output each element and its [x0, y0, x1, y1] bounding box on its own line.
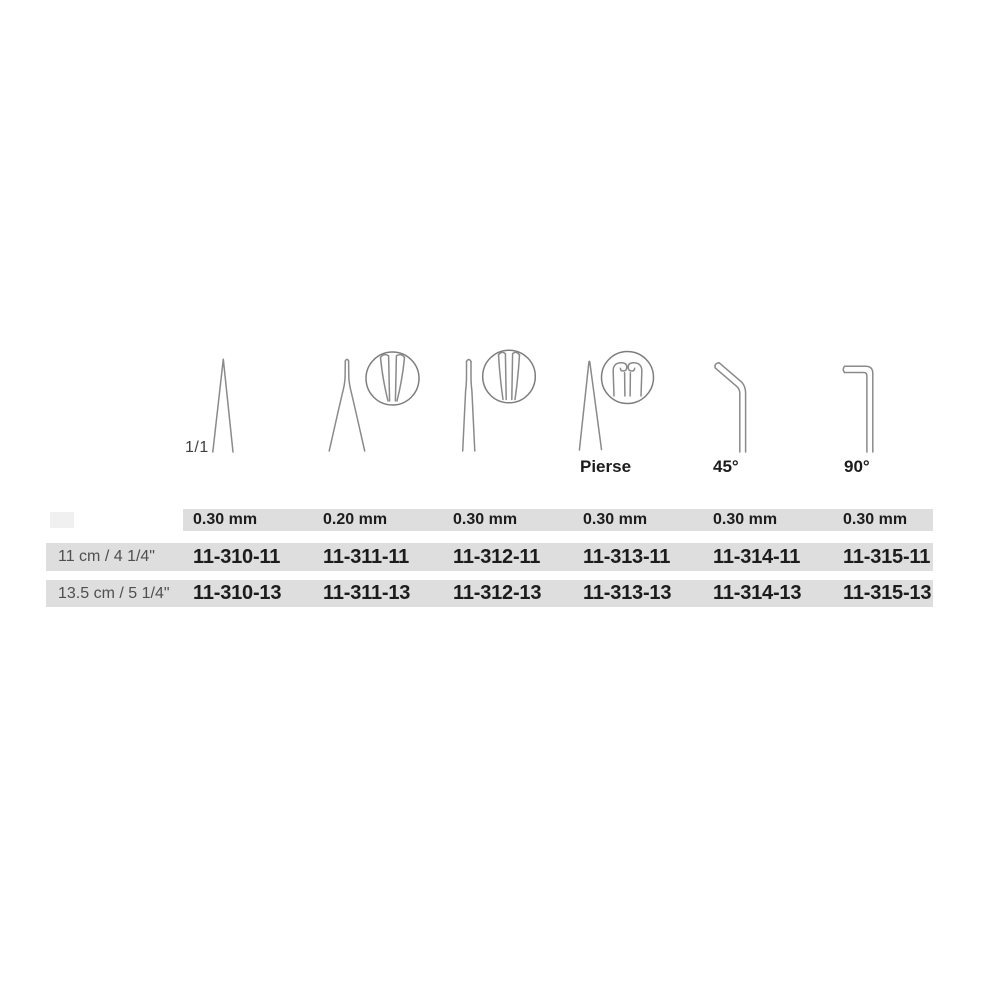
- product-row-13-5cm: [46, 580, 933, 607]
- catalog-number-cell: 11-312-11: [453, 545, 541, 568]
- instrument-45-degree-tip-drawing: [715, 363, 746, 452]
- catalog-number-cell: 11-310-11: [193, 545, 281, 568]
- catalog-number-cell: 11-314-11: [713, 545, 801, 568]
- catalog-number-cell: 11-312-13: [453, 582, 542, 604]
- instrument-illustrations: [170, 345, 900, 460]
- catalog-number-cell: 11-314-13: [713, 582, 802, 604]
- tip-size-cell: 0.20 mm: [323, 511, 388, 528]
- tip-size-cell: 0.30 mm: [193, 511, 258, 528]
- angle-90-label: 90°: [844, 457, 870, 476]
- angle-45-label: 45°: [713, 457, 739, 476]
- scale-label: 1/1: [185, 439, 209, 456]
- pierse-label: Pierse: [580, 457, 632, 476]
- catalog-number-cell: 11-313-11: [583, 545, 671, 568]
- tip-size-header-row: [183, 509, 933, 531]
- magnified-tip-detail-2: [483, 350, 536, 403]
- catalog-number-cell: 11-311-13: [323, 582, 411, 604]
- catalog-number-cell: 11-315-11: [843, 545, 931, 568]
- catalog-number-cell: 11-315-13: [843, 582, 932, 604]
- product-row-11cm: [46, 543, 933, 571]
- magnified-tip-detail-1: [366, 352, 419, 405]
- tip-size-cell: 0.30 mm: [453, 511, 518, 528]
- instrument-tapered-tip-drawing: [329, 359, 365, 451]
- tip-size-cell: 0.30 mm: [843, 511, 908, 528]
- instrument-90-degree-tip-drawing: [843, 366, 873, 452]
- catalog-number-cell: 11-313-13: [583, 582, 672, 604]
- tip-size-cell: 0.30 mm: [713, 511, 778, 528]
- catalog-number-cell: 11-310-13: [193, 582, 282, 604]
- catalog-number-cell: 11-311-11: [323, 545, 410, 568]
- instrument-slim-straight-tip-drawing: [463, 360, 475, 452]
- tip-size-cell: 0.30 mm: [583, 511, 648, 528]
- length-cell: 13.5 cm / 5 1/4": [58, 584, 170, 602]
- instrument-pierse-tip-drawing: [579, 361, 601, 450]
- magnified-pierse-detail: [602, 352, 654, 404]
- instrument-straight-tip-drawing: [213, 359, 233, 452]
- length-cell: 11 cm / 4 1/4": [58, 548, 155, 565]
- scan-artifact: [50, 512, 74, 528]
